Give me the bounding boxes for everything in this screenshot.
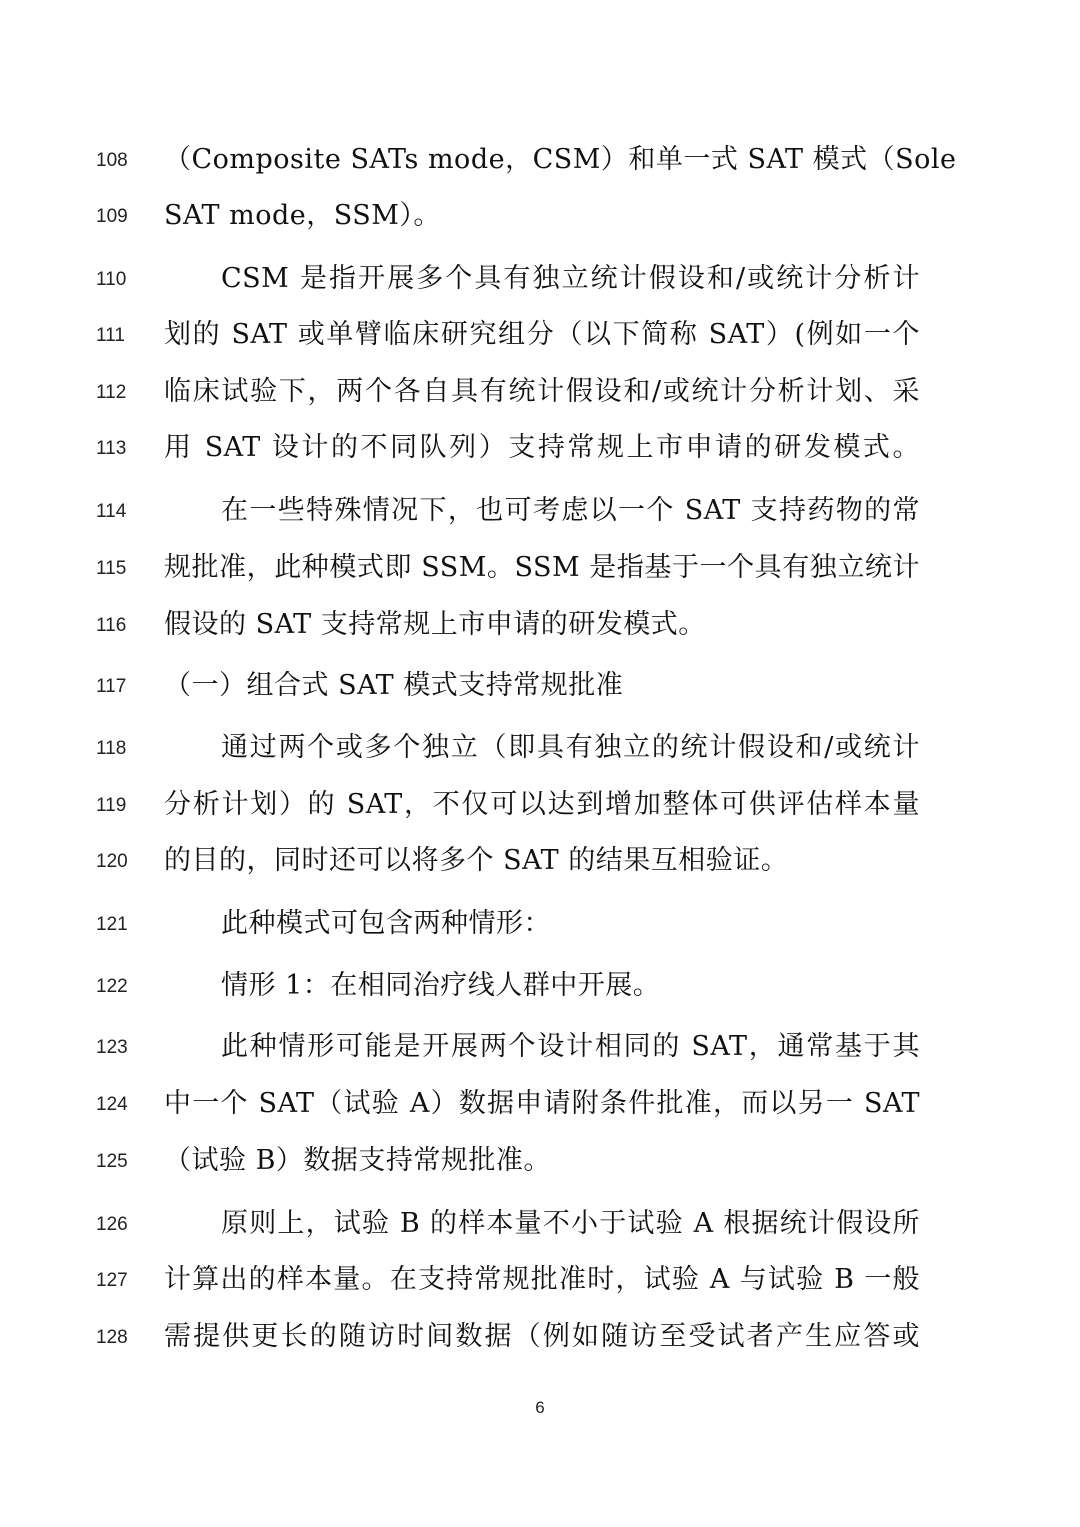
line-text: （试验 B）数据支持常规批准。 [164, 1145, 551, 1176]
line-text: CSM 是指开展多个具有独立统计假设和/或统计分析计 [221, 263, 920, 294]
line-text: 通过两个或多个独立（即具有独立的统计假设和/或统计 [221, 732, 920, 763]
line-number: 126 [96, 1214, 128, 1235]
line-number: 111 [96, 325, 125, 346]
line-text: 此种情形可能是开展两个设计相同的 SAT，通常基于其 [221, 1031, 920, 1062]
line-text: （Composite SATs mode，CSM）和单一式 SAT 模式（Sole [164, 144, 957, 175]
line-text: 在一些特殊情况下，也可考虑以一个 SAT 支持药物的常 [221, 495, 920, 526]
text-line [0, 1082, 1080, 1126]
text-line [0, 138, 1080, 182]
line-number: 121 [96, 914, 128, 935]
text-line [0, 1202, 1080, 1246]
line-text: 中一个 SAT（试验 A）数据申请附条件批准，而以另一 SAT [164, 1088, 920, 1119]
line-number: 117 [96, 676, 127, 697]
line-number: 109 [96, 206, 128, 227]
line-text: 临床试验下，两个各自具有统计假设和/或统计分析计划、采 [164, 376, 920, 407]
line-text: 情形 1：在相同治疗线人群中开展。 [221, 970, 661, 1001]
text-line [0, 546, 1080, 590]
text-line [0, 313, 1080, 357]
text-line [0, 426, 1080, 470]
line-number: 119 [96, 795, 127, 816]
text-line [0, 603, 1080, 647]
text-line [0, 902, 1080, 946]
line-number: 122 [96, 976, 128, 997]
line-number: 123 [96, 1037, 128, 1058]
line-text: 计算出的样本量。在支持常规批准时，试验 A 与试验 B 一般 [164, 1264, 920, 1295]
line-number: 114 [96, 501, 127, 522]
page-number: 6 [535, 1398, 545, 1417]
text-line [0, 839, 1080, 883]
text-line [0, 964, 1080, 1008]
text-line [0, 1139, 1080, 1183]
text-line [0, 194, 1080, 238]
text-line [0, 1258, 1080, 1302]
text-line [0, 370, 1080, 414]
line-text: 的目的，同时还可以将多个 SAT 的结果互相验证。 [164, 845, 789, 876]
line-number: 108 [96, 150, 128, 171]
text-line [0, 1315, 1080, 1359]
line-number: 127 [96, 1270, 128, 1291]
text-line [0, 257, 1080, 301]
text-line [0, 1025, 1080, 1069]
line-number: 118 [96, 738, 127, 759]
line-text: 分析计划）的 SAT，不仅可以达到增加整体可供评估样本量 [164, 789, 920, 820]
line-number: 128 [96, 1327, 128, 1348]
line-number: 112 [96, 382, 127, 403]
line-text: 用 SAT 设计的不同队列）支持常规上市申请的研发模式。 [164, 432, 920, 463]
text-line [0, 783, 1080, 827]
line-text: 划的 SAT 或单臂临床研究组分（以下简称 SAT）(例如一个 [164, 319, 920, 350]
line-number: 125 [96, 1151, 128, 1172]
line-text: （一）组合式 SAT 模式支持常规批准 [164, 670, 624, 701]
text-line [0, 489, 1080, 533]
line-number: 116 [96, 615, 127, 636]
line-number: 120 [96, 851, 128, 872]
line-number: 113 [96, 438, 127, 459]
line-text: 原则上，试验 B 的样本量不小于试验 A 根据统计假设所 [221, 1208, 920, 1239]
line-number: 124 [96, 1094, 128, 1115]
line-text: 规批准，此种模式即 SSM。SSM 是指基于一个具有独立统计 [164, 552, 920, 583]
line-number: 110 [96, 269, 127, 290]
line-number: 115 [96, 558, 127, 579]
line-text: 此种模式可包含两种情形： [221, 908, 551, 939]
section-heading [0, 664, 1080, 708]
line-text: 假设的 SAT 支持常规上市申请的研发模式。 [164, 609, 706, 640]
line-text: SAT mode，SSM）。 [164, 200, 441, 231]
text-line [0, 726, 1080, 770]
line-text: 需提供更长的随访时间数据（例如随访至受试者产生应答或 [164, 1321, 920, 1352]
